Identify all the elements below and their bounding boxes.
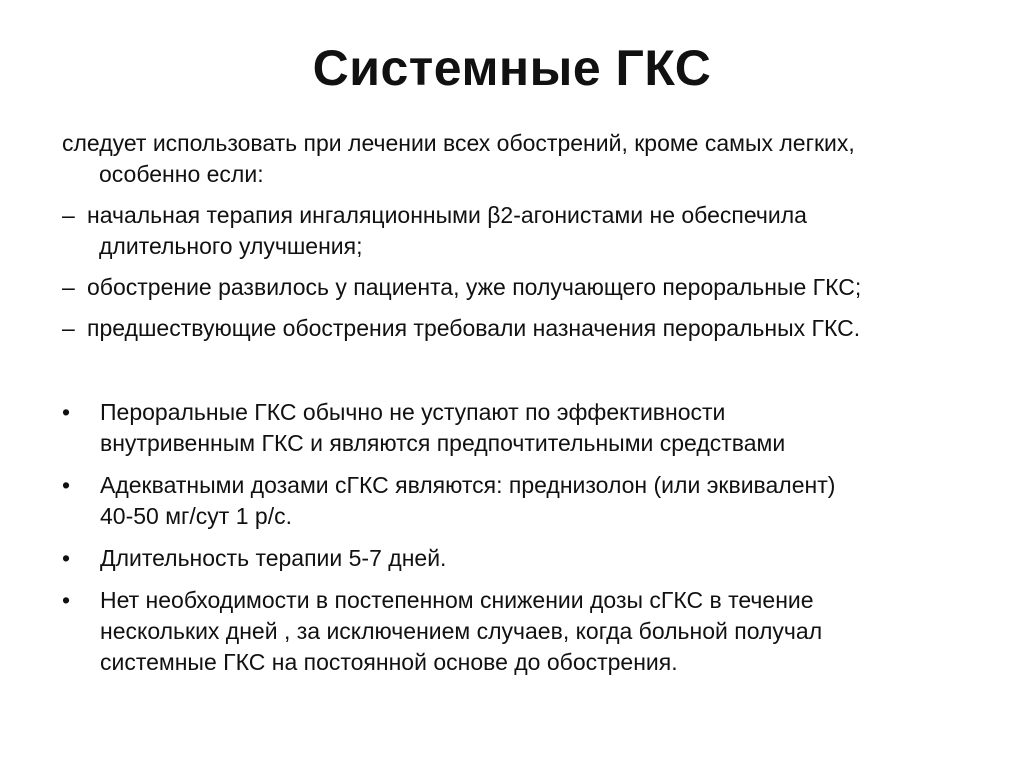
- bullet-marker: •: [62, 399, 71, 425]
- dash-marker: –: [62, 274, 75, 300]
- dash-marker: –: [62, 202, 75, 228]
- bullet-line: Адекватными дозами сГКС являются: преднизолон (или эквивалент): [100, 472, 836, 498]
- bullet-item: [62, 585, 982, 678]
- intro-paragraph: [62, 128, 982, 190]
- bullet-line: системные ГКС на постоянной основе до обострения.: [100, 649, 678, 675]
- bullet-line: 40-50 мг/сут 1 р/с.: [100, 503, 292, 529]
- dash-item-line: длительного улучшения;: [99, 233, 363, 259]
- bullet-item: [62, 543, 982, 574]
- dash-item-line: начальная терапия ингаляционными β2-агонистами не обеспечила: [87, 202, 807, 228]
- dash-item-line: предшествующие обострения требовали назначения пероральных ГКС.: [87, 315, 861, 341]
- bullet-marker: •: [62, 587, 71, 613]
- bullet-line: Пероральные ГКС обычно не уступают по эффективности: [100, 399, 726, 425]
- intro-line-1: следует использовать при лечении всех обострений, кроме самых легких,: [62, 130, 855, 156]
- dash-item: [62, 313, 982, 344]
- slide-title: Системные ГКС: [312, 40, 712, 96]
- intro-line-2: особенно если:: [99, 161, 264, 187]
- bullet-line: Нет необходимости в постепенном снижении дозы сГКС в течение: [100, 587, 814, 613]
- dash-marker: –: [62, 315, 75, 341]
- dash-item: [62, 272, 982, 303]
- bullet-list: [62, 397, 982, 689]
- bullet-line: внутривенным ГКС и являются предпочтительными средствами: [100, 430, 786, 456]
- bullet-marker: •: [62, 545, 71, 571]
- dash-item-line: обострение развилось у пациента, уже получающего пероральные ГКС;: [87, 274, 862, 300]
- bullet-marker: •: [62, 472, 71, 498]
- bullet-line: нескольких дней , за исключением случаев, когда больной получал: [100, 618, 823, 644]
- bullet-item: [62, 397, 982, 459]
- bullet-line: Длительность терапии 5-7 дней.: [100, 545, 447, 571]
- dash-item: [62, 200, 982, 262]
- bullet-item: [62, 470, 982, 532]
